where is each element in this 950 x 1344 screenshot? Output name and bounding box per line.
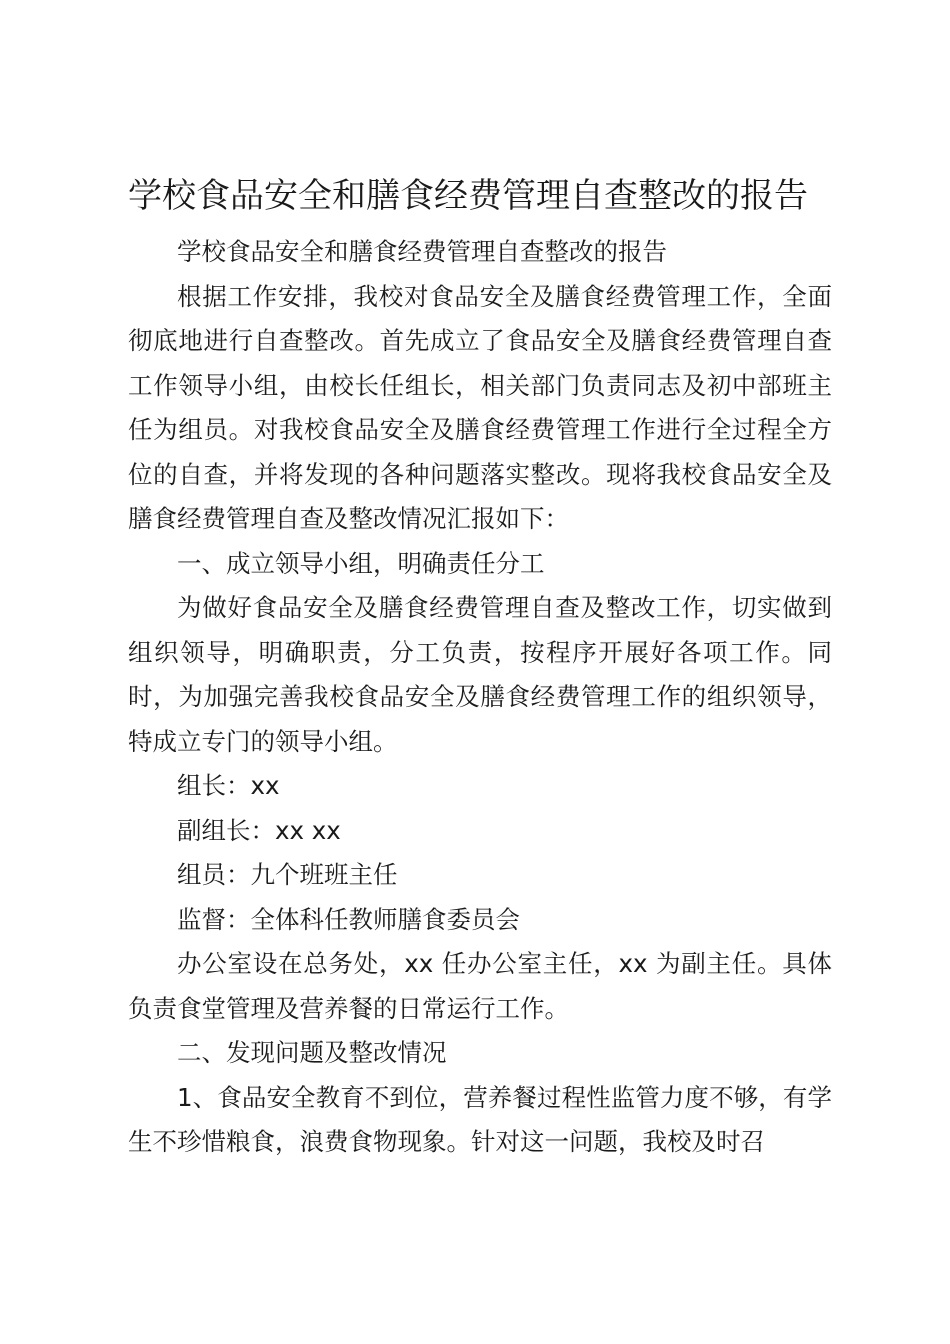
section-heading-1: 一、成立领导小组，明确责任分工	[177, 548, 545, 578]
document-title: 学校食品安全和膳食经费管理自查整改的报告	[128, 176, 808, 216]
supervision-line: 监督：全体科任教师膳食委员会	[177, 904, 520, 934]
problem-1-paragraph: 1、食品安全教育不到位，营养餐过程性监管力度不够，有学生不珍惜粮食，浪费食物现象。针对这一问题，我校及时召	[128, 1082, 832, 1156]
section-1-paragraph: 为做好食品安全及膳食经费管理自查及整改工作，切实做到组织领导，明确职责，分工负责，按程序开展好各项工作。同时，为加强完善我校食品安全及膳食经费管理工作的组织领导，特成立专门的领导小组。	[128, 593, 832, 756]
document-page	[128, 170, 832, 1165]
members-line: 组员：九个班班主任	[177, 860, 398, 889]
group-leader-line: 组长：xx	[177, 771, 280, 800]
deputy-leader-line: 副组长：xx xx	[177, 815, 341, 845]
intro-paragraph: 根据工作安排，我校对食品安全及膳食经费管理工作，全面彻底地进行自查整改。首先成立了食品安全及膳食经费管理自查工作领导小组，由校长任组长，相关部门负责同志及初中部班主任为组员。对我校食品安全及膳食经费管理工作进行全过程全方位的自查，并将发现的各种问题落实整改。现将我校食品安全及膳食经费管理自查及整改情况汇报如下：	[128, 281, 832, 533]
subtitle-paragraph: 学校食品安全和膳食经费管理自查整改的报告	[177, 237, 667, 266]
section-heading-2: 二、发现问题及整改情况	[177, 1038, 447, 1067]
office-paragraph: 办公室设在总务处，xx 任办公室主任，xx 为副主任。具体负责食堂管理及营养餐的日常运行工作。	[128, 949, 832, 1023]
